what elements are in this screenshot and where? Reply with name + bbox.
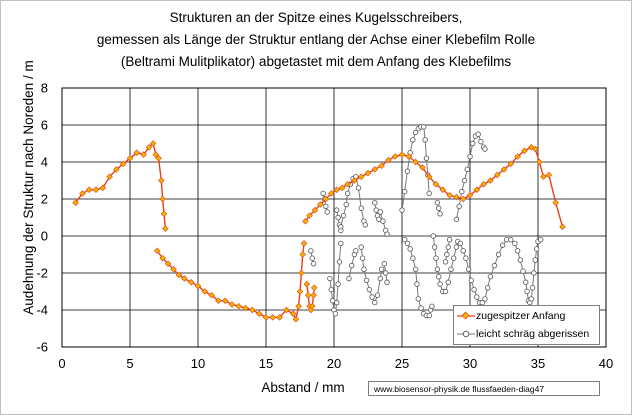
data-point-schraeg [427,191,432,196]
y-tick-label: 8 [40,80,48,96]
legend-symbol-zugespitzer [457,308,475,324]
data-point-schraeg [385,232,390,237]
data-point-schraeg [381,219,386,224]
data-point-schraeg [364,278,369,283]
data-point-zugespitzer [161,211,167,217]
data-point-schraeg [328,276,333,281]
data-point-schraeg [329,287,334,292]
chart-title-line-3: (Beltrami Mulitplikator) abgetastet mit dem Anfang des Klebefilms [120,54,512,69]
data-point-schraeg [449,267,454,272]
data-point-zugespitzer [560,224,566,230]
legend-entry-schraeg [454,326,599,344]
data-point-schraeg [515,249,520,254]
data-point-zugespitzer [229,302,235,308]
y-tick-label: 6 [40,117,48,133]
data-point-schraeg [413,267,418,272]
data-point-zugespitzer [304,281,310,287]
data-point-schraeg [325,210,330,215]
data-point-schraeg [488,274,493,279]
legend-entry-zugespitzer [454,308,599,326]
series-line-schraeg [323,193,327,212]
data-point-zugespitzer [300,252,306,258]
data-point-schraeg [465,167,470,172]
data-point-schraeg [460,189,465,194]
data-point-schraeg [443,260,448,265]
x-tick-label: 0 [58,356,66,371]
data-point-schraeg [485,286,490,291]
x-tick-label: 35 [530,356,546,371]
data-point-schraeg [454,245,459,250]
data-point-zugespitzer [358,174,364,180]
data-point-schraeg [469,278,474,283]
data-point-schraeg [470,141,475,146]
data-point-schraeg [334,300,339,305]
x-axis-label: Abstand / mm [261,380,345,395]
data-point-schraeg [362,267,367,272]
data-point-schraeg [454,217,459,222]
data-point-schraeg [483,147,488,152]
y-tick-label: 2 [40,191,48,207]
data-point-zugespitzer [311,285,317,291]
x-tick-label: 5 [126,356,134,371]
data-point-zugespitzer [290,311,296,317]
y-tick-label: -4 [36,302,48,318]
data-point-schraeg [427,313,432,318]
data-point-zugespitzer [250,307,256,313]
data-point-schraeg [349,263,354,268]
data-point-schraeg [466,267,471,272]
data-point-schraeg [370,295,375,300]
data-point-schraeg [411,256,416,261]
data-point-schraeg [345,191,350,196]
data-point-schraeg [333,311,338,316]
data-point-schraeg [461,249,466,254]
data-point-schraeg [438,282,443,287]
data-point-schraeg [479,139,484,144]
x-tick-label: 40 [598,356,614,371]
data-point-zugespitzer [163,226,169,232]
data-point-schraeg [367,287,372,292]
data-point-zugespitzer [541,174,547,180]
chart-legend [453,305,600,345]
data-point-schraeg [496,252,501,257]
data-point-schraeg [533,258,538,263]
data-point-zugespitzer [296,303,302,309]
data-point-schraeg [356,186,361,191]
y-tick-label: -2 [36,265,48,281]
series-line-zugespitzer [157,243,304,319]
data-point-schraeg [359,206,364,211]
data-point-schraeg [435,200,440,205]
data-point-schraeg [430,304,435,309]
data-point-schraeg [443,289,448,294]
data-point-schraeg [321,191,326,196]
data-point-schraeg [309,249,314,254]
data-point-schraeg [529,297,534,302]
x-tick-label: 30 [462,356,478,371]
data-point-schraeg [513,241,518,246]
data-point-schraeg [419,306,424,311]
data-point-schraeg [438,212,443,217]
data-point-schraeg [339,224,344,229]
legend-symbol-schraeg [457,326,475,342]
data-point-schraeg [451,256,456,261]
data-point-schraeg [509,237,514,242]
data-point-schraeg [446,245,451,250]
data-point-schraeg [424,156,429,161]
data-point-schraeg [373,300,378,305]
data-point-schraeg [405,241,410,246]
data-point-schraeg [310,256,315,261]
credit-box: www.biosensor-physik.de flussfaeden-diag47 [368,381,600,396]
chart-title-line-2: gemessen als Länge der Struktur entlang der Achse einer Klebefilm Rolle [96,32,536,47]
data-point-schraeg [411,138,416,143]
series-line-zugespitzer [76,144,166,229]
data-point-zugespitzer [553,200,559,206]
data-point-schraeg [408,247,413,252]
data-point-schraeg [532,271,537,276]
data-point-schraeg [337,260,342,265]
data-point-zugespitzer [372,167,378,173]
data-point-schraeg [423,138,428,143]
data-point-schraeg [525,289,530,294]
data-point-schraeg [324,204,329,209]
data-point-schraeg [523,280,528,285]
legend-label-zugespitzer: zugespitzer Anfang [476,310,566,322]
data-point-schraeg [432,245,437,250]
data-point-schraeg [446,280,451,285]
data-point-zugespitzer [160,196,166,202]
data-point-schraeg [462,178,467,183]
data-point-zugespitzer [399,152,405,158]
data-point-schraeg [353,249,358,254]
data-point-schraeg [344,202,349,207]
data-point-schraeg [434,256,439,261]
y-tick-label: 4 [40,154,48,170]
data-point-zugespitzer [299,270,305,276]
y-tick-label: -6 [36,339,48,355]
data-point-zugespitzer [546,172,552,178]
x-tick-label: 15 [258,356,274,371]
data-point-zugespitzer [256,311,262,317]
data-point-zugespitzer [537,159,543,165]
y-axis-label: Audehnung der Struktur nach Noreden / m [21,60,36,315]
data-point-schraeg [383,271,388,276]
data-point-schraeg [373,200,378,205]
data-point-schraeg [415,282,420,287]
data-point-schraeg [311,261,316,266]
data-point-schraeg [379,267,384,272]
data-point-schraeg [483,297,488,302]
data-point-zugespitzer [263,315,269,321]
x-tick-label: 10 [190,356,206,371]
data-point-schraeg [518,258,523,263]
data-point-zugespitzer [392,154,398,160]
chart-title-line-1: Strukturen an der Spitze eines Kugelsschreibers, [169,10,463,25]
x-tick-label: 20 [326,356,342,371]
data-point-zugespitzer [293,316,299,322]
data-point-zugespitzer [86,187,92,193]
data-point-schraeg [385,280,390,285]
data-point-schraeg [339,241,344,246]
data-point-schraeg [336,215,341,220]
data-point-schraeg [538,237,543,242]
data-point-zugespitzer [311,292,317,298]
data-point-zugespitzer [270,315,276,321]
data-point-schraeg [378,276,383,281]
data-point-schraeg [472,287,477,292]
data-point-schraeg [416,297,421,302]
series-line-schraeg [446,240,450,262]
data-point-schraeg [363,223,368,228]
data-point-zugespitzer [297,289,303,295]
data-point-schraeg [378,210,383,215]
data-point-schraeg [435,267,440,272]
data-point-schraeg [360,256,365,261]
data-point-zugespitzer [305,292,311,298]
data-point-schraeg [359,245,364,250]
data-point-schraeg [336,282,341,287]
data-point-schraeg [475,295,480,300]
x-tick-label: 25 [394,356,410,371]
data-point-schraeg [375,293,380,298]
data-point-zugespitzer [93,187,99,193]
data-point-zugespitzer [301,241,307,247]
data-point-zugespitzer [188,279,194,285]
data-point-schraeg [457,204,462,209]
data-point-schraeg [468,154,473,159]
data-point-zugespitzer [365,170,371,176]
data-point-schraeg [334,208,339,213]
data-point-schraeg [476,132,481,137]
data-point-zugespitzer [158,178,164,184]
data-point-schraeg [458,241,463,246]
data-point-schraeg [400,208,405,213]
legend-label-schraeg: leicht schräg abgerissen [476,328,590,340]
data-point-schraeg [500,243,505,248]
data-point-zugespitzer [222,298,228,304]
data-point-schraeg [447,237,452,242]
data-point-schraeg [464,256,469,261]
data-point-schraeg [436,274,441,279]
data-point-schraeg [341,213,346,218]
data-point-zugespitzer [236,303,242,309]
data-point-schraeg [530,286,535,291]
data-point-schraeg [436,206,441,211]
data-point-schraeg [445,252,450,257]
y-tick-label: 0 [40,228,48,244]
data-point-schraeg [347,276,352,281]
data-point-schraeg [431,234,436,239]
data-point-schraeg [492,263,497,268]
data-point-schraeg [402,189,407,194]
data-point-schraeg [382,261,387,266]
data-point-schraeg [534,247,539,252]
data-point-schraeg [521,269,526,274]
data-point-schraeg [405,169,410,174]
data-point-schraeg [421,125,426,130]
